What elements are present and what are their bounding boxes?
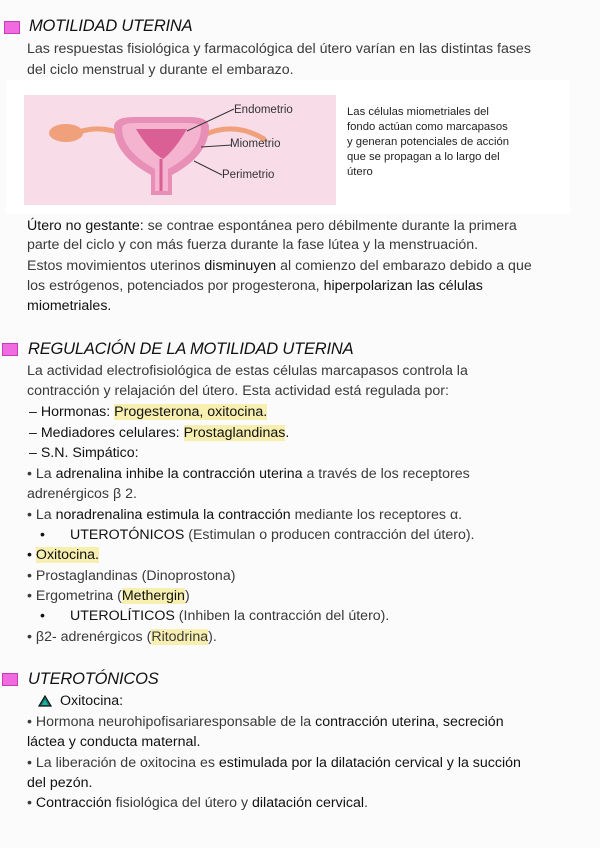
list-item: • La liberación de oxitocina es estimulada por la dilatación cervical y la succión <box>27 755 521 771</box>
list-item: adrenérgicos β 2. <box>27 486 137 502</box>
list-item: • β2- adrenérgicos (Ritodrina). <box>27 629 217 645</box>
list-item: – Hormonas: Progesterona, oxitocina. <box>29 404 268 420</box>
paragraph-line: los estrógenos, potenciados por progesterona, hiperpolarizan las células <box>27 278 483 294</box>
section-title-regulacion: REGULACIÓN DE LA MOTILIDAD UTERINA <box>28 340 354 358</box>
heading-marker <box>2 343 18 356</box>
triangle-bullet-icon <box>38 695 52 707</box>
list-bullet: • <box>40 608 45 624</box>
label-miometrio: Miometrio <box>230 138 281 150</box>
list-item: UTEROLÍTICOS (Inhiben la contracción del útero). <box>70 608 390 624</box>
paragraph-line: Útero no gestante: se contrae espontánea pero débilmente durante la primera <box>27 218 517 234</box>
heading-marker <box>2 673 18 686</box>
paragraph-line: miometriales. <box>27 298 112 314</box>
paragraph-line: Estos movimientos uterinos disminuyen al comienzo del embarazo debido a que <box>27 258 532 274</box>
list-item: láctea y conducta maternal. <box>27 734 201 750</box>
figure-note: Las células miometriales del fondo actúan como marcapasos y generan potenciales de acción que se propagan a lo largo del útero <box>347 106 510 178</box>
list-item: • La noradrenalina estimula la contracción mediante los receptores α. <box>27 507 463 523</box>
heading-marker <box>4 21 20 34</box>
label-perimetrio: Perimetrio <box>222 169 275 181</box>
paragraph-line: parte del ciclo y con más fuerza durante la fase lútea y la menstruación. <box>27 237 479 253</box>
intro-line: Las respuestas fisiológica y farmacológica del útero varían en las distintas fases <box>27 41 531 57</box>
intro-line: contracción y relajación del útero. Esta actividad está regulada por: <box>27 383 449 399</box>
list-item: • La adrenalina inhibe la contracción uterina a través de los receptores <box>27 466 470 482</box>
section-title-motilidad: MOTILIDAD UTERINA <box>29 17 193 35</box>
list-item: • Prostaglandinas (Dinoprostona) <box>27 568 236 584</box>
list-item: • Oxitocina. <box>27 547 100 563</box>
list-item: • Contracción fisiológica del útero y dilatación cervical. <box>27 795 368 811</box>
list-item: UTEROTÓNICOS (Estimulan o producen contracción del útero). <box>70 527 475 543</box>
list-item: – S.N. Simpático: <box>29 445 139 461</box>
list-item: • Hormona neurohipofisariaresponsable de la contracción uterina, secreción <box>27 714 504 730</box>
list-item: del pezón. <box>27 775 93 791</box>
intro-line: La actividad electrofisiológica de estas células marcapasos controla la <box>27 363 468 379</box>
subheading-oxitocina: Oxitocina: <box>60 693 124 709</box>
intro-line: del ciclo menstrual y durante el embarazo. <box>27 62 294 78</box>
label-endometrio: Endometrio <box>234 104 293 116</box>
list-item: – Mediadores celulares: Prostaglandinas. <box>29 425 290 441</box>
section-title-uterotonicos: UTEROTÓNICOS <box>28 670 159 688</box>
list-item: • Ergometrina (Methergin) <box>27 588 190 604</box>
list-bullet: • <box>40 527 45 543</box>
